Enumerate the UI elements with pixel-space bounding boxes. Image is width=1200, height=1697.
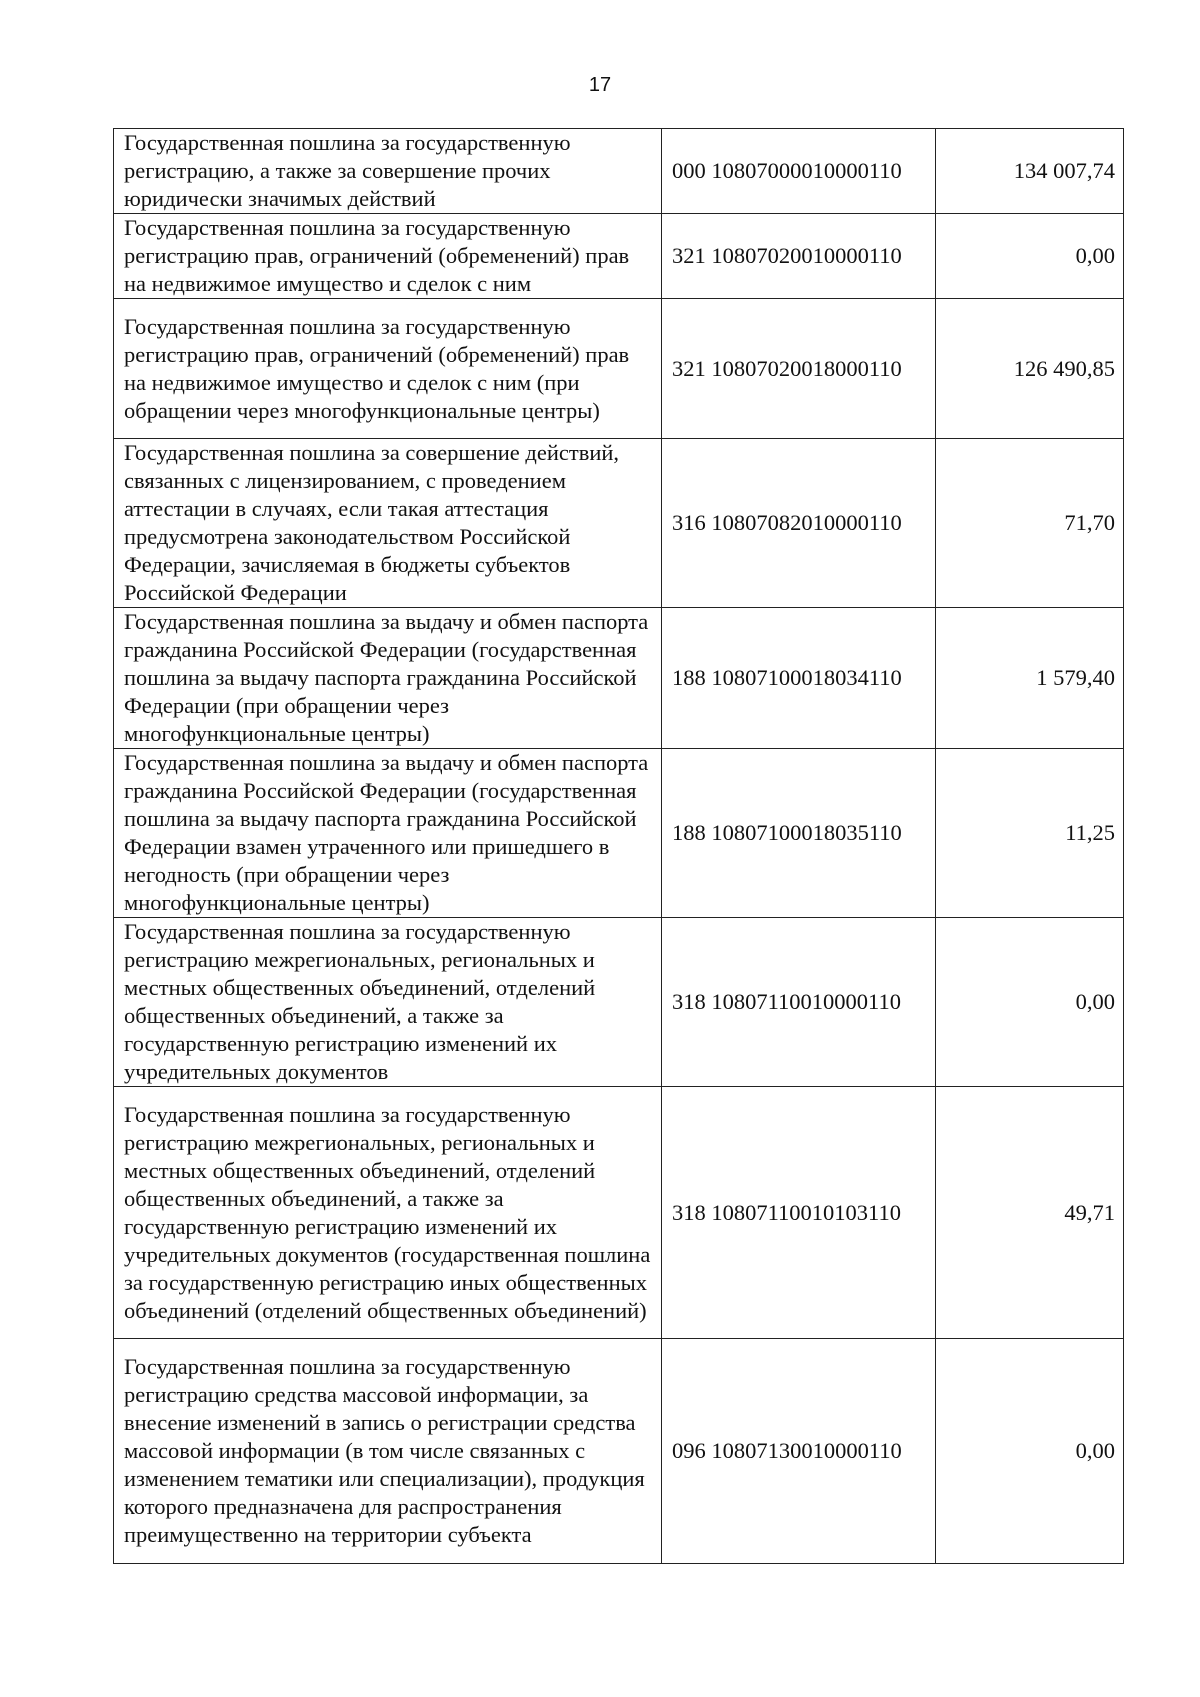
amount: 126 490,85 [936, 299, 1124, 439]
table-row [114, 1339, 1124, 1564]
table-row [114, 1087, 1124, 1339]
revenue-name: Государственная пошлина за государственную регистрацию прав, ограничений (обременений) прав на недвижимое имущество и сделок с ним [114, 214, 662, 299]
budget-classification-code: 096 10807130010000110 [662, 1339, 936, 1564]
amount: 1 579,40 [936, 608, 1124, 749]
budget-classification-code: 316 10807082010000110 [662, 439, 936, 608]
budget-classification-code: 318 10807110010000110 [662, 918, 936, 1087]
amount: 49,71 [936, 1087, 1124, 1339]
amount: 134 007,74 [936, 129, 1124, 214]
budget-classification-code: 321 10807020018000110 [662, 299, 936, 439]
amount: 0,00 [936, 918, 1124, 1087]
budget-classification-code: 000 10807000010000110 [662, 129, 936, 214]
table-row [114, 749, 1124, 918]
revenue-name: Государственная пошлина за государственную регистрацию прав, ограничений (обременений) прав на недвижимое имущество и сделок с ним (при обращении через многофункциональные центры) [114, 299, 662, 439]
amount: 0,00 [936, 1339, 1124, 1564]
table-row [114, 439, 1124, 608]
revenue-name: Государственная пошлина за государственную регистрацию, а также за совершение прочих юридически значимых действий [114, 129, 662, 214]
amount: 0,00 [936, 214, 1124, 299]
budget-classification-code: 321 10807020010000110 [662, 214, 936, 299]
table-row [114, 214, 1124, 299]
revenue-name: Государственная пошлина за государственную регистрацию средства массовой информации, за внесение изменений в запись о регистрации средства массовой информации (в том числе связанных с изменением тематики или специализации), продукция которого предназначена для распространения преимущественно на территории субъекта [114, 1339, 662, 1564]
amount: 71,70 [936, 439, 1124, 608]
table-row [114, 299, 1124, 439]
revenue-name: Государственная пошлина за государственную регистрацию межрегиональных, региональных и местных общественных объединений, отделений общественных объединений, а также за государственную регистрацию изменений их учредительных документов [114, 918, 662, 1087]
revenue-name: Государственная пошлина за совершение действий, связанных с лицензированием, с проведением аттестации в случаях, если такая аттестация предусмотрена законодательством Российской Федерации, зачисляемая в бюджеты субъектов Российской Федерации [114, 439, 662, 608]
table-row [114, 608, 1124, 749]
page-number: 17 [588, 74, 612, 96]
table-row [114, 918, 1124, 1087]
revenue-name: Государственная пошлина за выдачу и обмен паспорта гражданина Российской Федерации (государственная пошлина за выдачу паспорта гражданина Российской Федерации (при обращении через многофункциональные центры) [114, 608, 662, 749]
budget-classification-code: 188 10807100018035110 [662, 749, 936, 918]
revenue-name: Государственная пошлина за государственную регистрацию межрегиональных, региональных и местных общественных объединений, отделений общественных объединений, а также за государственную регистрацию изменений их учредительных документов (государственная пошлина за государственную регистрацию иных общественных объединений (отделений общественных объединений) [114, 1087, 662, 1339]
budget-classification-code: 318 10807110010103110 [662, 1087, 936, 1339]
revenue-name: Государственная пошлина за выдачу и обмен паспорта гражданина Российской Федерации (государственная пошлина за выдачу паспорта гражданина Российской Федерации взамен утраченного или пришедшего в негодность (при обращении через многофункциональные центры) [114, 749, 662, 918]
budget-classification-code: 188 10807100018034110 [662, 608, 936, 749]
table-row [114, 129, 1124, 214]
revenue-table [113, 128, 1124, 1564]
amount: 11,25 [936, 749, 1124, 918]
